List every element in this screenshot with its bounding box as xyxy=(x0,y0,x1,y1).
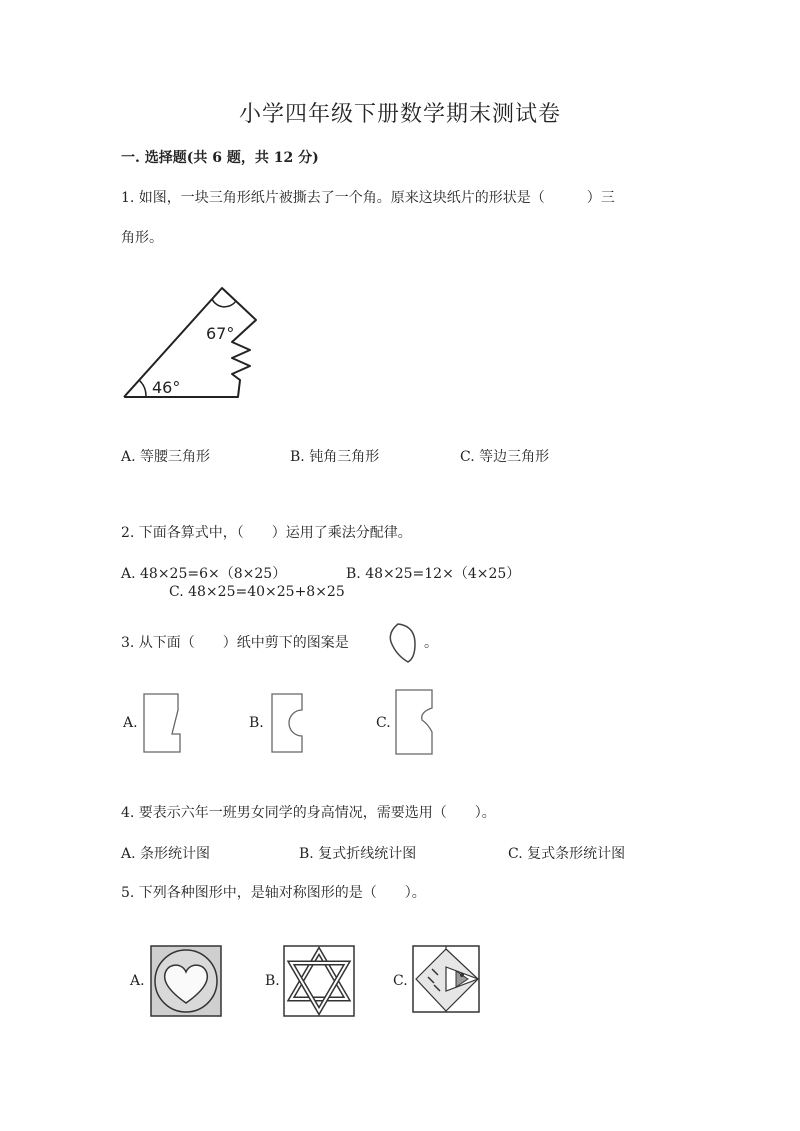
q5-fish-figure[interactable] xyxy=(412,945,484,1017)
q3-paper-a[interactable] xyxy=(140,692,190,756)
page-title: 小学四年级下册数学期末测试卷 xyxy=(238,102,561,127)
q1-option-a[interactable]: A. 等腰三角形 xyxy=(121,449,211,465)
q2-option-c[interactable]: C. 48×25=40×25+8×25 xyxy=(169,584,345,600)
q5-label-b[interactable]: B. xyxy=(265,973,280,989)
angle-46-label: 46° xyxy=(152,378,181,397)
torn-triangle-figure xyxy=(118,280,268,405)
question-1-line-2: 角形。 xyxy=(121,230,163,246)
q5-label-a[interactable]: A. xyxy=(130,973,145,989)
section-heading: 一. 选择题(共 6 题，共 12 分) xyxy=(121,150,319,166)
q2-option-b[interactable]: B. 48×25=12×（4×25） xyxy=(346,566,521,582)
cut-shape-icon xyxy=(388,622,418,664)
question-3-period: 。 xyxy=(424,635,438,651)
q1-option-c[interactable]: C. 等边三角形 xyxy=(460,449,550,465)
q3-paper-c[interactable] xyxy=(392,688,442,758)
angle-67-label: 67° xyxy=(206,324,235,343)
q3-label-b[interactable]: B. xyxy=(249,715,264,731)
q3-label-c[interactable]: C. xyxy=(376,715,391,731)
q5-heart-figure[interactable] xyxy=(150,945,222,1017)
q3-paper-b[interactable] xyxy=(268,692,318,756)
q3-label-a[interactable]: A. xyxy=(123,715,138,731)
q4-option-b[interactable]: B. 复式折线统计图 xyxy=(299,846,417,862)
question-3-text: 3. 从下面（ ）纸中剪下的图案是 xyxy=(121,635,349,651)
q5-star-figure[interactable] xyxy=(283,945,355,1017)
q4-option-c[interactable]: C. 复式条形统计图 xyxy=(508,846,626,862)
question-1-line-1: 1. 如图，一块三角形纸片被撕去了一个角。原来这块纸片的形状是（ ）三 xyxy=(121,190,615,206)
q4-option-a[interactable]: A. 条形统计图 xyxy=(121,846,211,862)
question-2-text: 2. 下面各算式中，（ ）运用了乘法分配律。 xyxy=(121,525,412,541)
q2-option-a[interactable]: A. 48×25=6×（8×25） xyxy=(121,566,287,582)
question-4-text: 4. 要表示六年一班男女同学的身高情况，需要选用（ ）。 xyxy=(121,805,496,821)
q5-label-c[interactable]: C. xyxy=(393,973,408,989)
q1-option-b[interactable]: B. 钝角三角形 xyxy=(290,449,380,465)
question-5-text: 5. 下列各种图形中，是轴对称图形的是（ ）。 xyxy=(121,885,426,901)
